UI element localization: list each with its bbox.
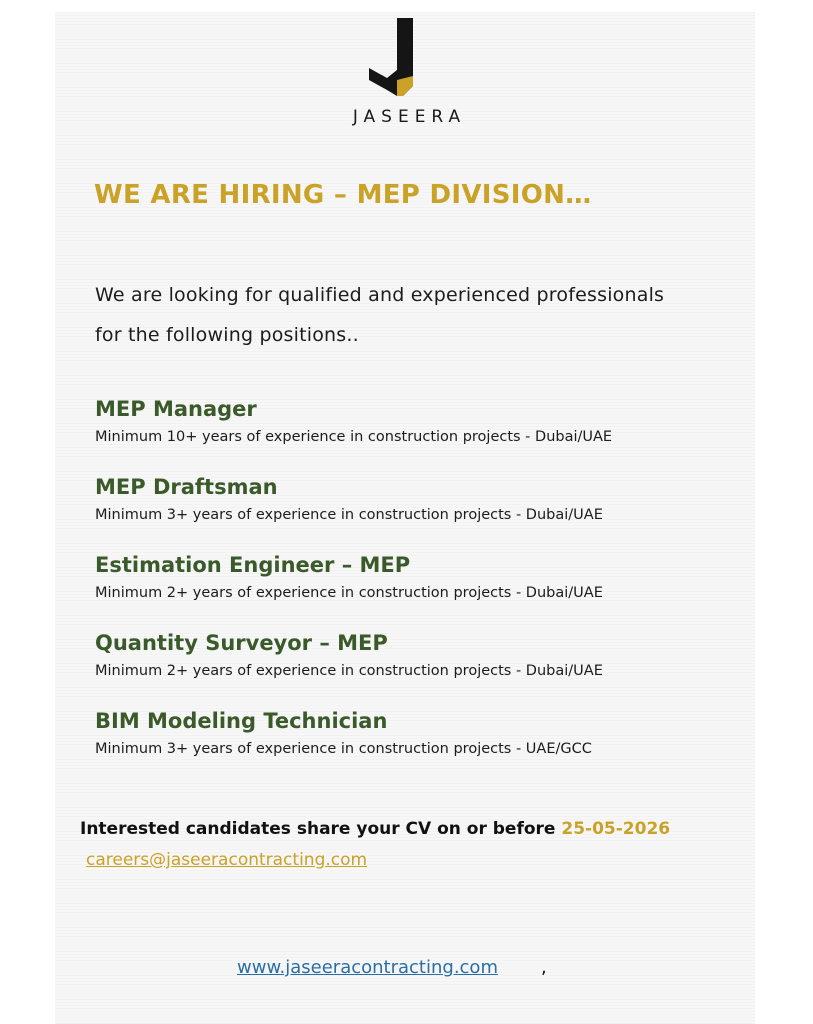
position-requirement: Minimum 2+ years of experience in construction projects - Dubai/UAE xyxy=(95,585,603,601)
careers-email-link[interactable]: careers@jaseeracontracting.com xyxy=(86,850,368,870)
intro-line-2: for the following positions.. xyxy=(95,324,359,346)
headline: WE ARE HIRING – MEP DIVISION… xyxy=(94,180,592,210)
deadline-date: 25-05-2026 xyxy=(561,819,671,839)
apply-text: Interested candidates share your CV on or before xyxy=(80,819,562,839)
website-link[interactable]: www.jaseeracontracting.com xyxy=(237,957,498,978)
position-title: Quantity Surveyor – MEP xyxy=(95,631,388,655)
position-title: MEP Manager xyxy=(95,397,257,421)
position-requirement: Minimum 2+ years of experience in construction projects - Dubai/UAE xyxy=(95,663,603,679)
position-title: Estimation Engineer – MEP xyxy=(95,553,411,577)
position-title: BIM Modeling Technician xyxy=(95,709,388,733)
position-requirement: Minimum 3+ years of experience in construction projects - UAE/GCC xyxy=(95,741,592,757)
position-title: MEP Draftsman xyxy=(95,475,278,499)
position-requirement: Minimum 10+ years of experience in construction projects - Dubai/UAE xyxy=(95,429,613,445)
apply-instruction xyxy=(80,819,670,839)
brand-name: JASEERA xyxy=(352,107,467,127)
position-requirement: Minimum 3+ years of experience in construction projects - Dubai/UAE xyxy=(95,507,603,523)
jaseera-logo-icon xyxy=(369,18,413,96)
website-trailing-comma: , xyxy=(541,957,547,978)
intro-line-1: We are looking for qualified and experienced professionals xyxy=(95,284,665,306)
